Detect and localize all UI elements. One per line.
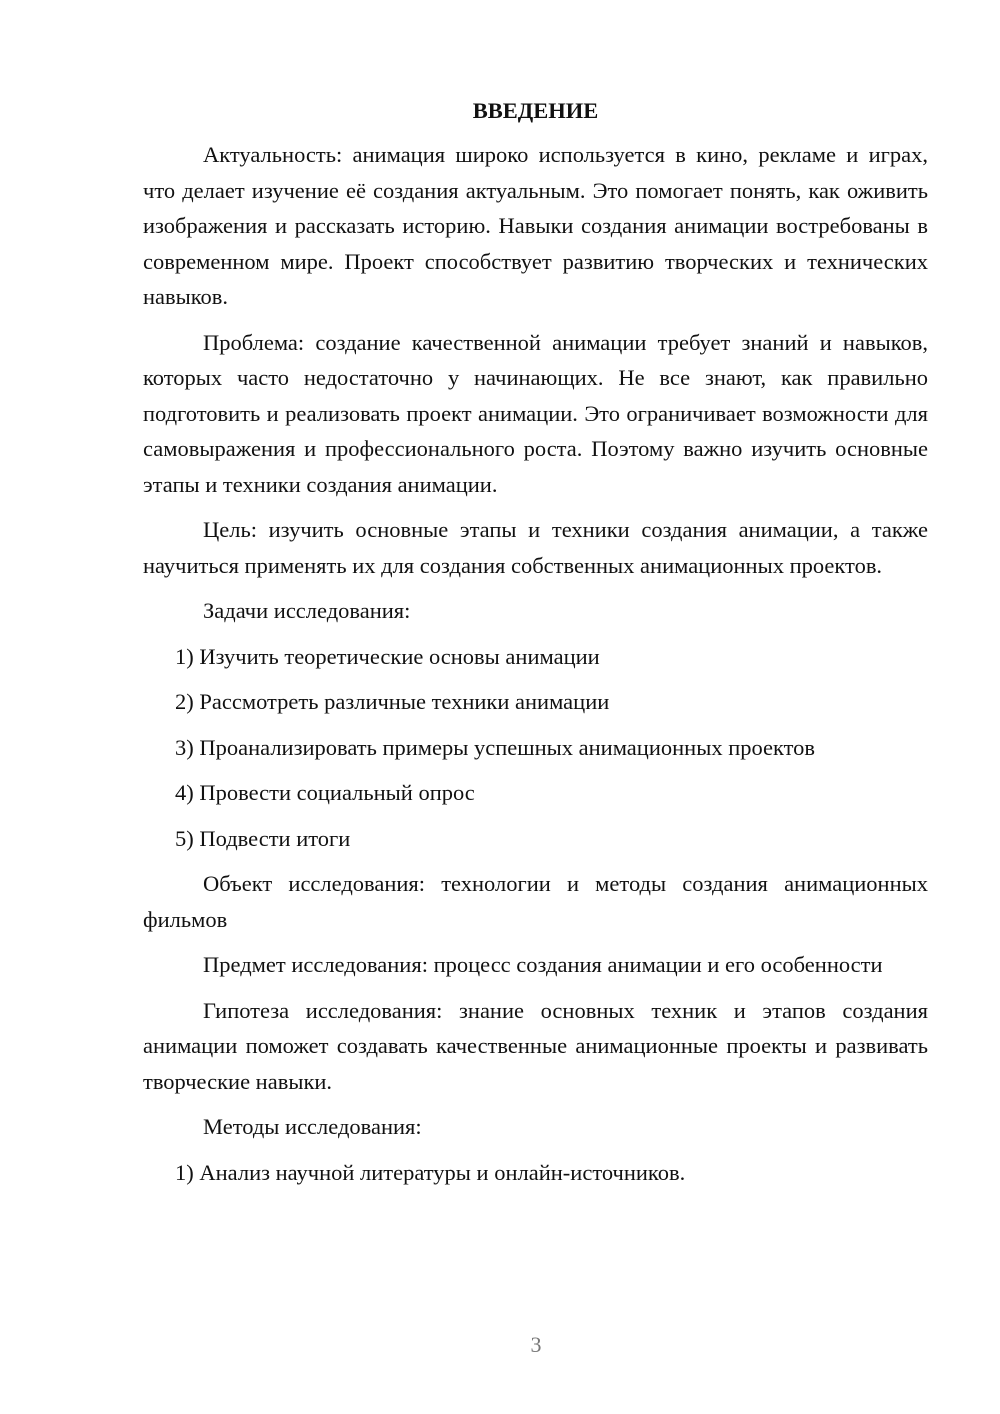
method-item: 1) Анализ научной литературы и онлайн-источников.: [175, 1159, 686, 1185]
hypothesis-paragraph: Гипотеза исследования: знание основных техник и этапов создания анимации поможет создавать качественные анимационные проекты и развивать творческие навыки.: [143, 997, 928, 1094]
methods-heading: Методы исследования:: [203, 1114, 422, 1139]
relevance-paragraph: Актуальность: анимация широко используется в кино, рекламе и играх, что делает изучение её создания актуальным. Это помогает понять, как оживить изображения и рассказать историю. Навыки создания анимации востребованы в современном мире. Проект способствует развитию творческих и технических навыков.: [143, 142, 928, 309]
task-item: 1) Изучить теоретические основы анимации: [175, 643, 600, 669]
object-paragraph: Объект исследования: технологии и методы создания анимационных фильмов: [143, 871, 928, 932]
task-item: 2) Рассмотреть различные техники анимации: [175, 689, 610, 714]
page-number: 3: [530, 1332, 542, 1357]
page-title: ВВЕДЕНИЕ: [472, 98, 599, 123]
task-item: 4) Провести социальный опрос: [175, 780, 475, 805]
subject-paragraph: Предмет исследования: процесс создания анимации и его особенности: [203, 952, 883, 977]
page-content: [143, 95, 928, 1200]
tasks-heading: Задачи исследования:: [203, 598, 411, 623]
task-item: 3) Проанализировать примеры успешных анимационных проектов: [175, 734, 816, 760]
goal-paragraph: Цель: изучить основные этапы и техники создания анимации, а также научиться применять их для создания собственных анимационных проектов.: [143, 517, 928, 578]
task-item: 5) Подвести итоги: [175, 825, 351, 851]
problem-paragraph: Проблема: создание качественной анимации требует знаний и навыков, которых часто недостаточно у начинающих. Не все знают, как правильно подготовить и реализовать проект анимации. Это ограничивает возможности для самовыражения и профессионального роста. Поэтому важно изучить основные этапы и техники создания анимации.: [143, 329, 928, 497]
